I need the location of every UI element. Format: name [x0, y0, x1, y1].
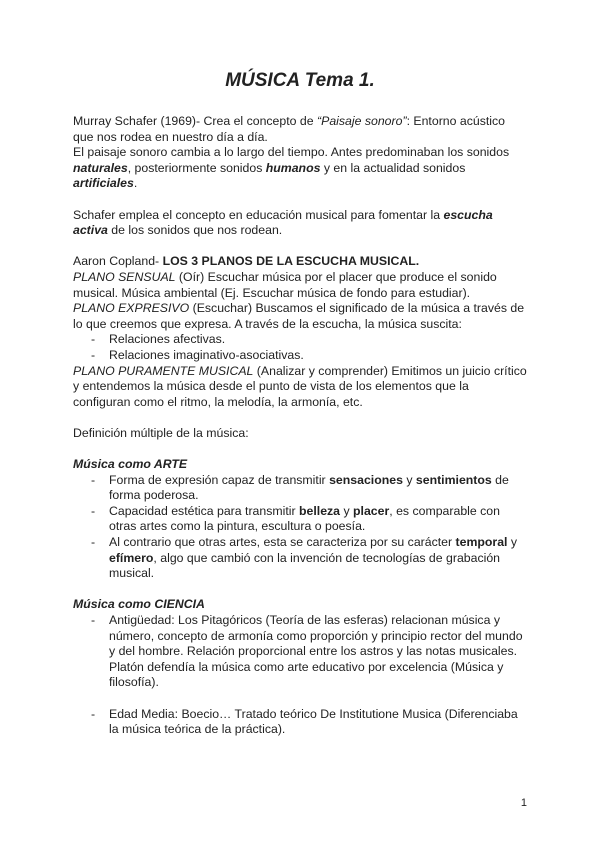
placer-term: placer	[353, 503, 390, 518]
list-item: - Edad Media: Boecio… Tratado teórico De Institutione Musica (Diferenciaba la música teórica de la práctica).	[73, 707, 528, 738]
document-body	[73, 114, 528, 738]
list-item: - Antigüedad: Los Pitagóricos (Teoría de las esferas) relacionan música y número, concepto de armonía como proporción y principio rector del mundo y del hombre. Relación proporcional entre los astros y las notas musicales. Platón defendía la música como arte educativo por excelencia (Música y filosofía).	[73, 613, 528, 691]
naturales-term: naturales	[73, 160, 128, 175]
page-title: MÚSICA Tema 1.	[225, 70, 375, 91]
text-run: El paisaje sonoro cambia a lo largo del tiempo. Antes predominaban los sonidos	[73, 145, 510, 160]
escucha-activa-term: escucha activa	[73, 207, 493, 238]
text-run: (Oír) Escuchar música por el placer que produce el sonido musical. Música ambiental (Ej. Escuchar música de fondo para estudiar).	[73, 269, 497, 300]
ciencia-list	[73, 613, 528, 738]
humanos-term: humanos	[265, 160, 321, 175]
list-item	[73, 535, 528, 582]
list-item: - Relaciones afectivas.	[73, 332, 528, 348]
text-run: de forma poderosa.	[109, 472, 509, 503]
page-number: 1	[520, 797, 527, 809]
belleza-term: belleza	[299, 503, 341, 518]
list-item	[73, 504, 528, 535]
plano-musical-label: PLANO PURAMENTE MUSICAL	[73, 363, 254, 378]
text-run: Capacidad estética para transmitir	[109, 503, 300, 518]
paisaje-sonoro-term: “Paisaje sonoro”	[317, 114, 407, 128]
efimero-term: efímero	[109, 550, 154, 565]
text-run: Forma de expresión capaz de transmitir	[109, 472, 330, 487]
sensaciones-term: sensaciones	[329, 472, 403, 487]
artificiales-term: artificiales	[73, 176, 134, 191]
sentimientos-term: sentimientos	[415, 472, 492, 487]
planos-heading: LOS 3 PLANOS DE LA ESCUCHA MUSICAL.	[162, 254, 420, 269]
text-run: y	[402, 472, 416, 487]
temporal-term: temporal	[455, 535, 508, 550]
text-run: Al contrario que otras artes, esta se caracteriza por su carácter	[109, 535, 456, 550]
text-run: (Escuchar) Buscamos el significado de la música a través de lo que creemos que expresa. A través de la escucha, la música suscita:	[73, 301, 525, 331]
expresivo-list	[73, 332, 528, 363]
plano-sensual	[73, 270, 528, 301]
text-run: , algo que cambió con la invención de tecnologías de grabación musical.	[109, 550, 501, 581]
text-run: y	[340, 503, 354, 518]
ciencia-heading: Música como CIENCIA	[73, 597, 205, 612]
text-run: .	[133, 176, 138, 191]
definicion-paragraph: Definición múltiple de la música:	[73, 425, 249, 440]
text-run: y	[507, 535, 518, 550]
plano-expresivo	[73, 301, 528, 332]
text-run: Aaron Copland-	[73, 254, 163, 269]
text-run: : Entorno acústico que nos rodea en nuestro día a día.	[73, 114, 505, 144]
arte-heading: Música como ARTE	[73, 457, 188, 472]
text-run: de los sonidos que nos rodean.	[107, 223, 283, 238]
list-item: - Relaciones imaginativo-asociativas.	[73, 348, 528, 364]
plano-expresivo-label: PLANO EXPRESIVO	[73, 301, 190, 316]
schafer-paragraph-1	[73, 114, 528, 145]
list-item	[73, 473, 528, 504]
text-run: Schafer emplea el concepto en educación musical para fomentar la	[73, 207, 444, 222]
text-run: , es comparable con otras artes como la pintura, escultura o poesía.	[109, 503, 500, 534]
plano-sensual-label: PLANO SENSUAL	[73, 269, 176, 284]
copland-intro	[73, 254, 528, 270]
plano-puramente-musical	[73, 364, 528, 411]
text-run: Murray Schafer (1969)- Crea el concepto de	[73, 114, 318, 128]
schafer-paragraph-3	[73, 208, 528, 239]
text-run: y en la actualidad sonidos	[320, 160, 466, 175]
text-run: , posteriormente sonidos	[127, 160, 266, 175]
arte-list	[73, 473, 528, 582]
schafer-paragraph-2	[73, 145, 528, 192]
text-run: (Analizar y comprender) Emitimos un juicio crítico y entendemos la música desde el punto de vista de los elementos que la configuran como el ritmo, la melodía, la armonía, etc.	[73, 363, 527, 409]
